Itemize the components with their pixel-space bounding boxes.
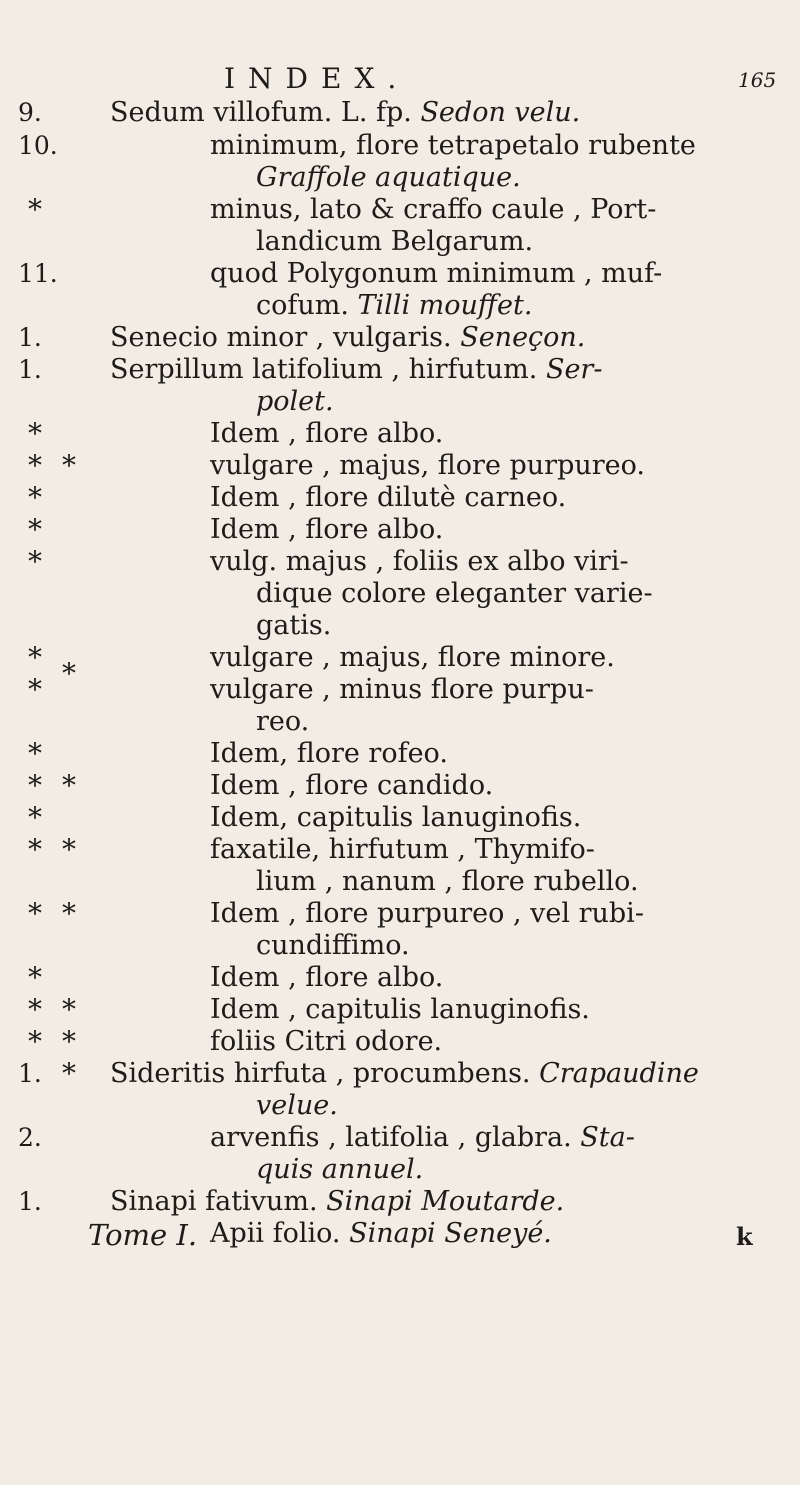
entry-text: vulg. majus , foliis ex albo viri- (210, 546, 629, 577)
index-line (210, 1218, 552, 1250)
index-line (210, 1122, 635, 1154)
entry-number: 10. (18, 131, 58, 160)
entry-text: Idem , flore dilutè carneo. (210, 482, 567, 513)
french-name: polet. (256, 386, 334, 417)
index-line (210, 994, 590, 1026)
index-line (210, 514, 443, 546)
asterisk-mark: * (28, 897, 42, 930)
entry-number: 1. (18, 355, 42, 384)
index-line (256, 1090, 338, 1122)
index-line (256, 930, 410, 962)
entry-text: Serpillum latifolium , hirfutum. (110, 354, 546, 385)
entry-text: arvenfis , latifolia , glabra. (210, 1122, 581, 1153)
asterisk-mark: * (28, 769, 42, 802)
entry-text: Idem , flore purpureo , vel rubi- (210, 898, 644, 929)
french-name: Sedon velu. (420, 97, 581, 128)
french-name: Crapaudine (539, 1058, 699, 1089)
french-name: velue. (256, 1090, 338, 1121)
entry-text: reo. (256, 706, 310, 737)
entry-text: gatis. (256, 610, 332, 641)
index-line (256, 226, 533, 258)
index-line (256, 578, 653, 610)
entry-text: Idem, flore rofeo. (210, 738, 448, 769)
margin-asterisk: * (62, 449, 76, 482)
index-line (256, 1154, 423, 1186)
asterisk-mark: * (28, 449, 42, 482)
index-line (256, 386, 334, 418)
french-name: Sta- (580, 1122, 635, 1153)
entry-number: 11. (18, 259, 58, 288)
french-name: quis annuel. (256, 1154, 424, 1185)
entry-text: lium , nanum , flore rubello. (256, 866, 639, 897)
index-line (256, 610, 331, 642)
entry-text: foliis Citri odore. (210, 1026, 443, 1057)
entry-text: Idem , flore candido. (210, 770, 494, 801)
margin-asterisk: * (62, 1057, 76, 1090)
entry-text: Idem, capitulis lanuginofis. (210, 802, 582, 833)
index-line (210, 1026, 442, 1058)
entry-text: vulgare , minus flore purpu- (210, 674, 594, 705)
entry-text: dique colore eleganter varie- (256, 578, 653, 609)
margin-asterisk: * (62, 897, 76, 930)
index-line (210, 418, 443, 450)
index-line (210, 482, 566, 514)
index-line (210, 546, 629, 578)
margin-asterisk: * (62, 833, 76, 866)
index-line (110, 322, 585, 354)
index-line (110, 354, 602, 386)
asterisk-mark: * (28, 1025, 42, 1058)
french-name: Seneçon. (460, 322, 586, 353)
index-line (110, 1058, 699, 1090)
page-number: 165 (738, 68, 777, 92)
entry-number: 1. (18, 1059, 42, 1088)
entry-text: Idem , flore albo. (210, 418, 444, 449)
index-line (256, 866, 639, 898)
entry-text: Apii folio. (210, 1218, 350, 1249)
index-line (110, 97, 580, 129)
entry-number: 1. (18, 323, 42, 352)
entry-text: cundiffimo. (256, 930, 410, 961)
entry-text: faxatile, hirfutum , Thymifo- (210, 834, 595, 865)
entry-text: landicum Belgarum. (256, 226, 534, 257)
entry-number: 1. (18, 1187, 42, 1216)
index-line (256, 162, 521, 194)
entry-text: quod Polygonum minimum , muf- (210, 258, 663, 289)
index-line (210, 450, 645, 482)
index-line (210, 738, 448, 770)
running-title: INDEX. (224, 62, 410, 95)
entry-text: Idem , flore albo. (210, 962, 444, 993)
index-line (256, 706, 309, 738)
index-line (210, 962, 443, 994)
entry-text: cofum. (256, 290, 358, 321)
french-name: Ser- (545, 354, 603, 385)
entry-text: Idem , capitulis lanuginofis. (210, 994, 590, 1025)
french-name: Graffole aquatique. (256, 162, 521, 193)
asterisk-mark: * (28, 801, 42, 834)
asterisk-mark: * (28, 513, 42, 546)
french-name: Tilli mouffet. (357, 290, 533, 321)
index-line (210, 130, 696, 162)
entry-number: 9. (18, 98, 42, 127)
index-line (210, 834, 595, 866)
entry-text: Senecio minor , vulgaris. (110, 322, 461, 353)
entry-text: vulgare , majus, flore minore. (210, 642, 615, 673)
entry-text: minus, lato & craffo caule , Port- (210, 194, 657, 225)
asterisk-mark: * (28, 193, 42, 226)
index-line (110, 1186, 564, 1218)
asterisk-mark: * (28, 481, 42, 514)
margin-asterisk: * (62, 769, 76, 802)
volume-label: Tome I. (88, 1218, 198, 1252)
entry-text: minimum, flore tetrapetalo rubente (210, 130, 696, 161)
asterisk-mark: * (28, 545, 42, 578)
french-name: Sinapi Moutarde. (326, 1186, 565, 1217)
entry-text: Sideritis hirfuta , procumbens. (110, 1058, 540, 1089)
asterisk-mark: * (28, 993, 42, 1026)
asterisk-mark: * (28, 961, 42, 994)
french-name: Sinapi Seneyé. (349, 1218, 552, 1249)
asterisk-mark: * (28, 673, 42, 706)
asterisk-mark: * (28, 417, 42, 450)
index-line (256, 290, 532, 322)
margin-asterisk: * (62, 993, 76, 1026)
index-line (210, 770, 493, 802)
entry-text: Sinapi fativum. (110, 1186, 327, 1217)
entry-text: Sedum villofum. L. fp. (110, 97, 421, 128)
index-line (210, 802, 581, 834)
margin-asterisk: * (62, 657, 76, 690)
index-line (210, 194, 656, 226)
asterisk-mark: * (28, 641, 42, 674)
entry-text: vulgare , majus, flore purpureo. (210, 450, 646, 481)
page-header (0, 62, 800, 102)
index-line (210, 898, 644, 930)
entry-number: 2. (18, 1123, 42, 1152)
margin-asterisk: * (62, 1025, 76, 1058)
index-line (210, 642, 615, 674)
asterisk-mark: * (28, 833, 42, 866)
index-line (210, 674, 594, 706)
asterisk-mark: * (28, 737, 42, 770)
entry-text: Idem , flore albo. (210, 514, 444, 545)
signature-mark: k (736, 1222, 753, 1251)
index-line (210, 258, 662, 290)
